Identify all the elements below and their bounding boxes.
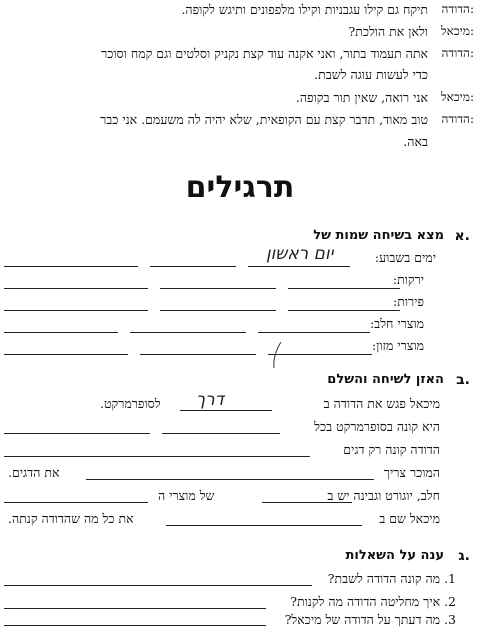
dialog-line: ולאן את הולכת? — [348, 24, 428, 39]
answer-blank[interactable] — [288, 288, 400, 289]
dialog-line: באה. — [403, 134, 428, 149]
answer-blank[interactable] — [262, 502, 352, 503]
fill-text: הדודה קונה רק דגים — [343, 442, 440, 457]
answer-blank[interactable] — [4, 456, 310, 457]
answer-blank[interactable] — [4, 585, 312, 586]
section-title: האזן לשיחה והשלם — [327, 372, 444, 387]
section-title: ענה על השאלות — [345, 548, 444, 563]
fill-text: היא קונה בסופרמרקט בכל — [314, 419, 440, 434]
dialog-line: אתה תעמוד בתור, ואני אקנה עוד קצת נקניק וסלטים וגם קמח וסוכר — [101, 46, 428, 61]
section-title: מצא בשיחה שמות של — [313, 228, 444, 243]
speaker-label: הדודה: — [441, 46, 474, 60]
answer-blank[interactable] — [4, 288, 148, 289]
answer-blank[interactable] — [4, 266, 138, 267]
answer-blank[interactable] — [150, 266, 236, 267]
handwritten-answer: יום ראשון — [266, 244, 334, 264]
answer-blank[interactable] — [258, 332, 370, 333]
answer-blank[interactable] — [130, 332, 246, 333]
question: 2. איך מחליטה הדודה מה לקנות? — [290, 594, 456, 609]
row-label: מוצרי מזון: — [371, 338, 424, 353]
question: 3. מה דעתך על הדודה של מיכאל? — [284, 612, 456, 627]
answer-blank[interactable] — [4, 502, 148, 503]
speaker-label: מיכאל: — [441, 24, 474, 38]
dialog-line: אני רואה, שאין תור בקופה. — [295, 90, 428, 105]
answer-blank[interactable] — [86, 479, 374, 480]
speaker-label: הדודה: — [441, 2, 474, 16]
fill-text: את כל מה שהדודה קנתה. — [8, 511, 134, 526]
dialog-line: כדי לעשות עוגה לשבת. — [314, 67, 428, 82]
section-letter: ג. — [458, 548, 470, 564]
dialog-line: תיקח גם קילו עגבניות וקילו מלפפונים ותיגש לקופה. — [181, 2, 428, 17]
answer-blank[interactable] — [4, 332, 118, 333]
answer-blank[interactable] — [160, 288, 276, 289]
answer-blank[interactable] — [288, 310, 400, 311]
answer-blank[interactable] — [160, 310, 276, 311]
page-title: תרגילים — [185, 170, 295, 205]
section-letter: ב. — [456, 372, 470, 388]
answer-blank[interactable] — [180, 410, 272, 411]
row-label: מוצרי חלב: — [369, 316, 424, 331]
answer-blank[interactable] — [4, 625, 266, 626]
answer-blank[interactable] — [4, 433, 150, 434]
answer-blank[interactable] — [248, 266, 350, 267]
answer-blank[interactable] — [162, 433, 280, 434]
pencil-mark — [270, 340, 284, 370]
section-letter: א. — [454, 228, 470, 244]
speaker-label: מיכאל: — [441, 90, 474, 104]
fill-text: חלב, יוגורט וגבינה יש ב — [327, 488, 440, 503]
fill-text: את הדגים. — [8, 465, 60, 480]
answer-blank[interactable] — [4, 354, 128, 355]
fill-text: לסופרמרקט. — [100, 396, 161, 411]
fill-text: מיכאל פגש את הדודה ב — [323, 396, 440, 411]
answer-blank[interactable] — [4, 608, 266, 609]
question: 1. מה קונה הדודה לשבת? — [327, 571, 456, 586]
fill-text: מיכאל שם ב — [379, 511, 440, 526]
answer-blank[interactable] — [166, 525, 362, 526]
speaker-label: הדודה: — [441, 112, 474, 126]
row-label: פירות: — [393, 294, 424, 309]
answer-blank[interactable] — [140, 354, 256, 355]
fill-text: המוכר צריך — [383, 465, 440, 480]
answer-blank[interactable] — [4, 310, 148, 311]
fill-text: של מוצרי ה — [158, 488, 215, 503]
row-label: ימים בשבוע: — [374, 250, 436, 265]
row-label: ירקות: — [392, 272, 424, 287]
handwritten-answer: דרך — [196, 390, 225, 410]
dialog-line: טוב מאוד, תדבר קצת עם הקופאית, שלא יהיה לה משעמם. אני כבר — [100, 112, 428, 127]
